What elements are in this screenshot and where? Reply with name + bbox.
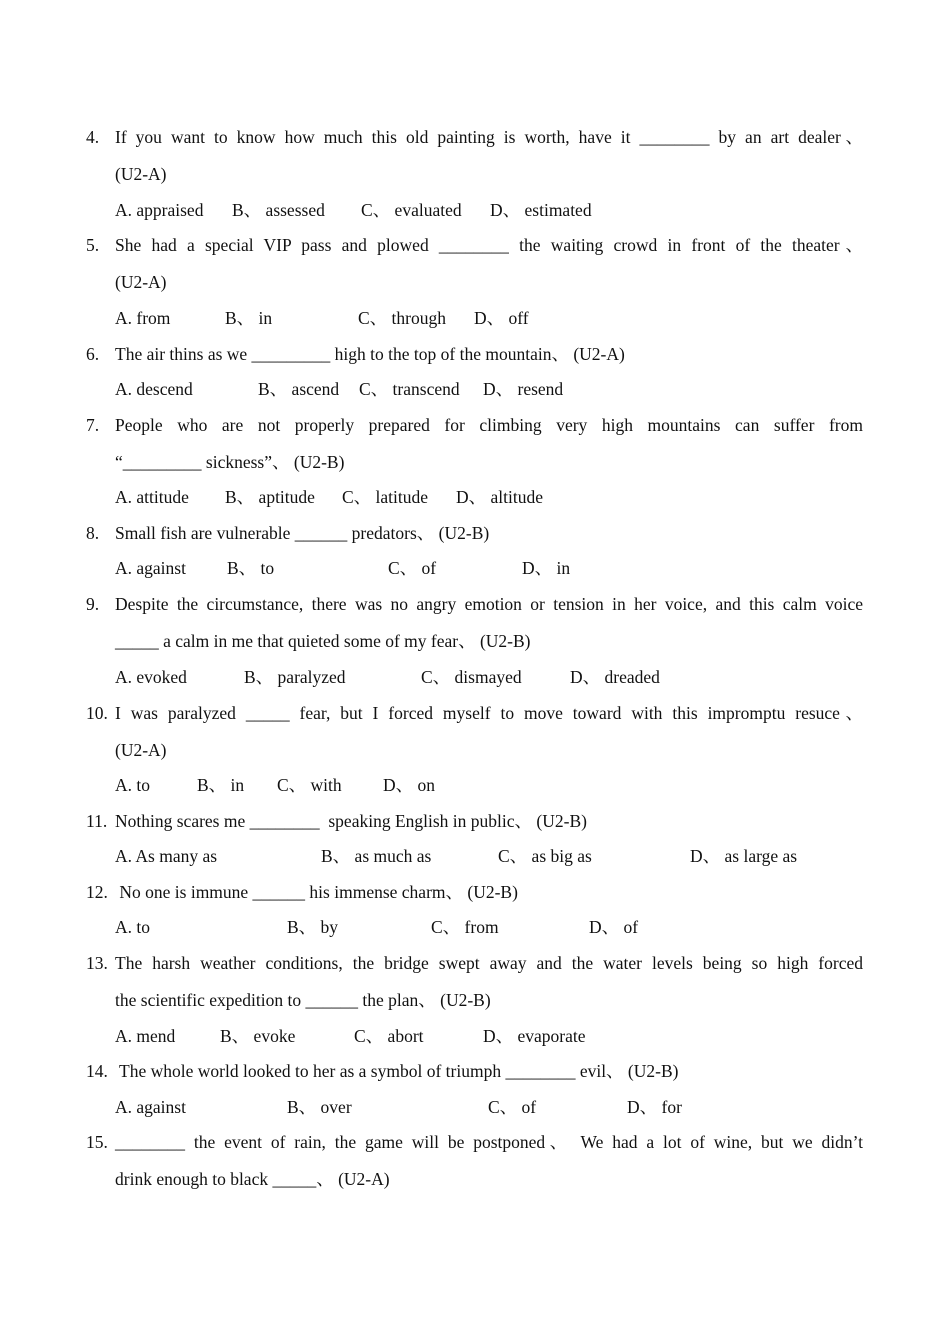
question-number: 8. (86, 523, 100, 543)
option-b: B、 as much as (321, 846, 432, 866)
question-text: The harsh weather conditions, the bridge swept away and the water levels being so high forced (115, 953, 863, 973)
option-d: D、 for (627, 1097, 682, 1117)
question-text: “_________ sickness”、 (U2-B) (115, 452, 345, 472)
question-text: (U2-A) (115, 272, 167, 292)
question-text: Despite the circumstance, there was no angry emotion or tension in her voice, and this calm voice (115, 594, 863, 614)
option-a: A. appraised (115, 200, 204, 220)
option-b: B、 assessed (232, 200, 325, 220)
question-text: If you want to know how much this old painting is worth, have it ________ by an art dealer、 (115, 127, 863, 147)
question-text: (U2-A) (115, 164, 167, 184)
question-number: 6. (86, 344, 100, 364)
question-text: drink enough to black _____、 (U2-A) (115, 1169, 390, 1189)
question-number: 9. (86, 594, 100, 614)
option-c: C、 dismayed (421, 667, 522, 687)
question-text: ________ the event of rain, the game will be postponed、 We had a lot of wine, but we didn’t (115, 1132, 863, 1152)
question-text: Nothing scares me ________ speaking English in public、 (U2-B) (115, 811, 587, 831)
question-number: 13. (86, 953, 108, 973)
question-text: People who are not properly prepared for climbing very high mountains can suffer from (115, 415, 863, 435)
option-a: A. mend (115, 1026, 176, 1046)
option-b: B、 to (227, 558, 275, 578)
option-a: A. As many as (115, 846, 218, 866)
question-number: 5. (86, 235, 100, 255)
option-c: C、 latitude (342, 487, 429, 507)
question-text: The air thins as we _________ high to the top of the mountain、 (U2-A) (115, 344, 625, 364)
option-a: A. to (115, 917, 150, 937)
question-text: The whole world looked to her as a symbol of triumph ________ evil、 (U2-B) (115, 1061, 679, 1081)
option-c: C、 from (431, 917, 499, 937)
option-d: D、 on (383, 775, 436, 795)
question-number: 4. (86, 127, 100, 147)
option-a: A. attitude (115, 487, 189, 507)
option-a: A. against (115, 1097, 186, 1117)
option-b: B、 aptitude (225, 487, 315, 507)
option-d: D、 evaporate (483, 1026, 586, 1046)
option-d: D、 resend (483, 379, 564, 399)
option-d: D、 altitude (456, 487, 543, 507)
option-a: A. against (115, 558, 186, 578)
question-number: 10. (86, 703, 108, 723)
option-a: A. descend (115, 379, 193, 399)
question-number: 7. (86, 415, 100, 435)
option-d: D、 estimated (490, 200, 592, 220)
option-a: A. to (115, 775, 150, 795)
option-d: D、 as large as (690, 846, 798, 866)
question-number: 11. (86, 811, 108, 831)
option-c: C、 with (277, 775, 342, 795)
option-c: C、 of (388, 558, 437, 578)
option-a: A. from (115, 308, 171, 328)
option-c: C、 of (488, 1097, 537, 1117)
option-c: C、 transcend (359, 379, 460, 399)
option-b: B、 by (287, 917, 339, 937)
question-text: the scientific expedition to ______ the plan、 (U2-B) (115, 990, 491, 1010)
option-c: C、 evaluated (361, 200, 462, 220)
option-b: B、 evoke (220, 1026, 296, 1046)
question-text: (U2-A) (115, 740, 167, 760)
option-d: D、 in (522, 558, 571, 578)
option-d: D、 off (474, 308, 529, 328)
option-c: C、 as big as (498, 846, 592, 866)
question-text: No one is immune ______ his immense charm、 (U2-B) (115, 882, 518, 902)
option-b: B、 ascend (258, 379, 340, 399)
option-c: C、 abort (354, 1026, 424, 1046)
option-d: D、 dreaded (570, 667, 660, 687)
option-b: B、 in (225, 308, 273, 328)
question-number: 15. (86, 1132, 108, 1152)
option-d: D、 of (589, 917, 639, 937)
option-c: C、 through (358, 308, 446, 328)
question-text: She had a special VIP pass and plowed ________ the waiting crowd in front of the theater、 (115, 235, 863, 255)
option-b: B、 over (287, 1097, 352, 1117)
question-number: 14. (86, 1061, 108, 1081)
question-number: 12. (86, 882, 108, 902)
question-text: _____ a calm in me that quieted some of my fear、 (U2-B) (115, 631, 531, 651)
question-text: I was paralyzed _____ fear, but I forced myself to move toward with this impromptu resuce、 (115, 703, 863, 723)
option-b: B、 paralyzed (244, 667, 346, 687)
question-text: Small fish are vulnerable ______ predators、 (U2-B) (115, 523, 490, 543)
option-b: B、 in (197, 775, 245, 795)
option-a: A. evoked (115, 667, 187, 687)
